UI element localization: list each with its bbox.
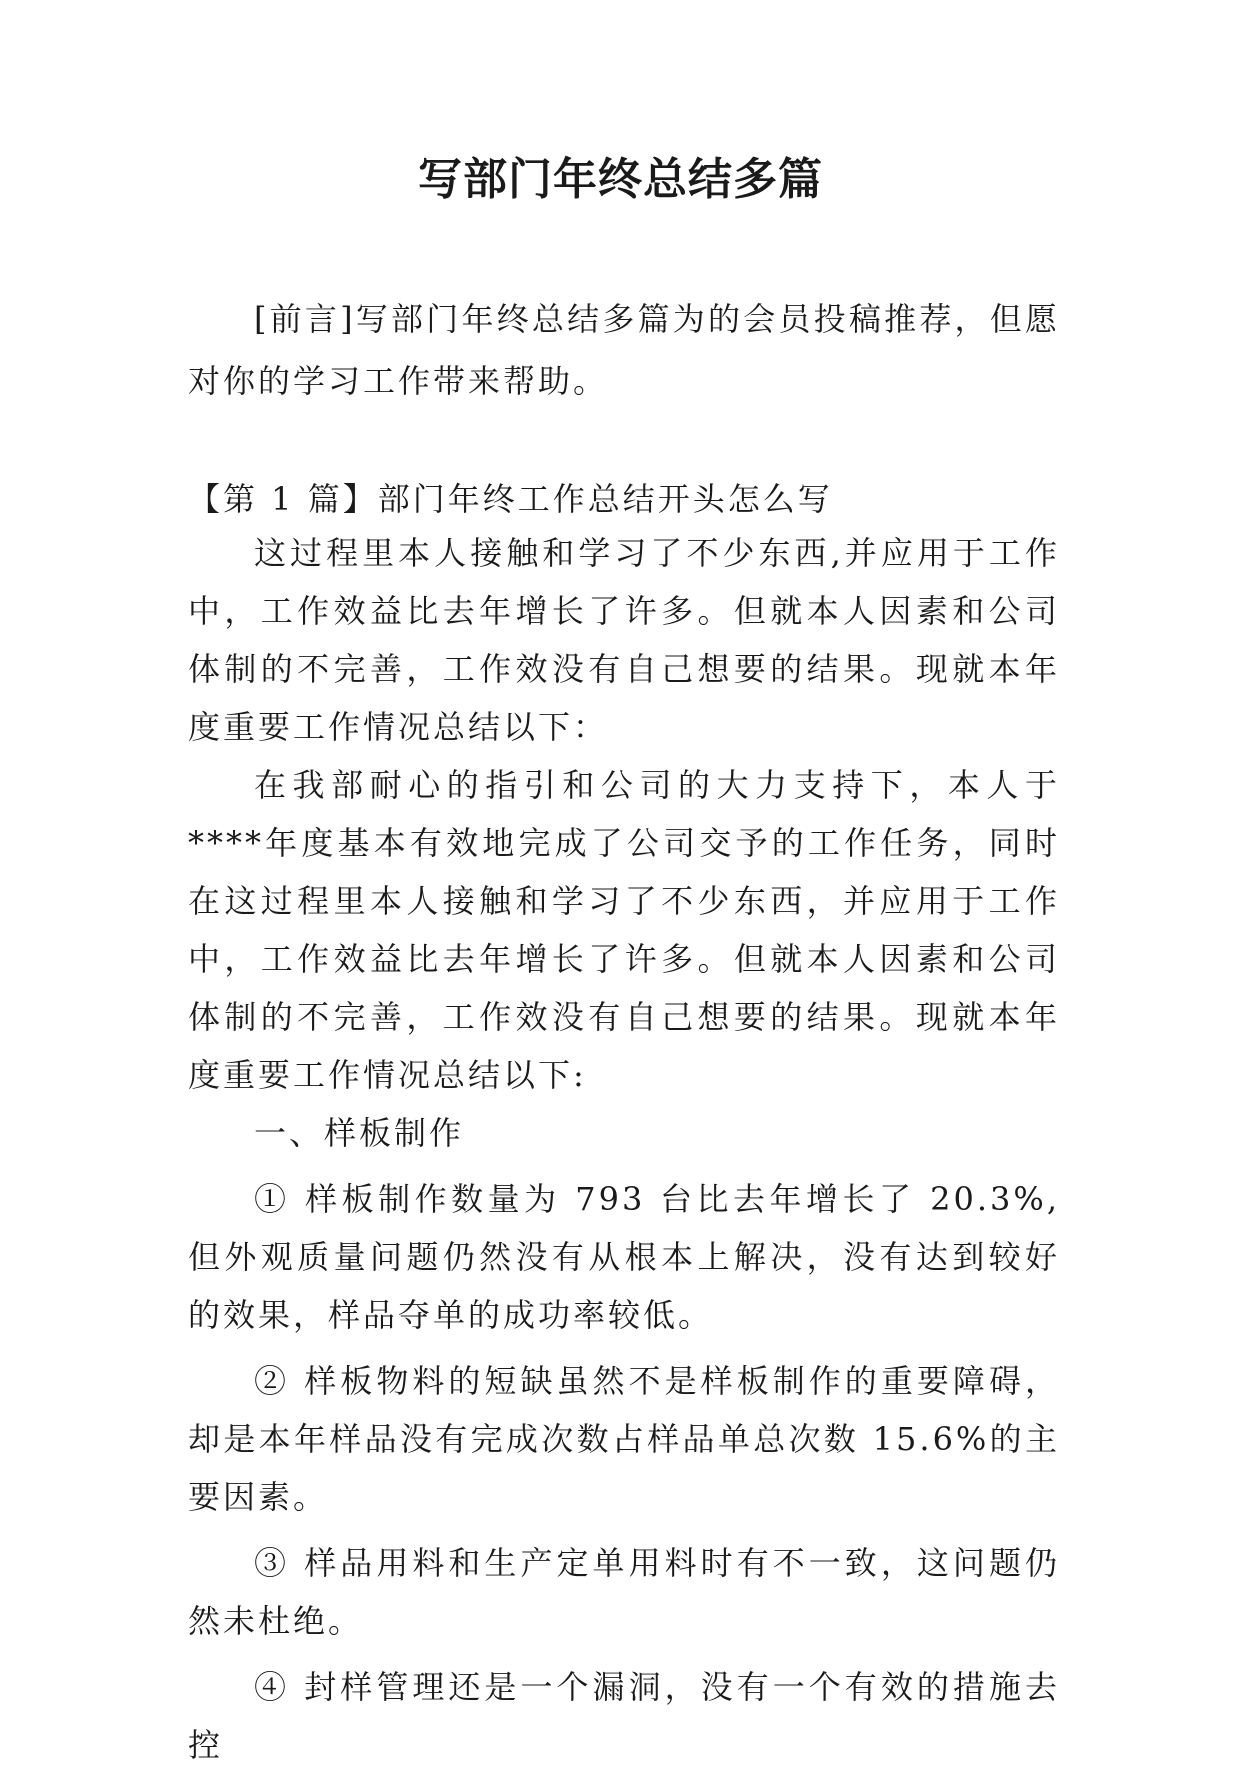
body-paragraph: 在我部耐心的指引和公司的大力支持下，本人于****年度基本有效地完成了公司交予的工作任务，同时在这过程里本人接触和学习了不少东西，并应用于工作中，工作效益比去年增长了许多。但就本人因素和公司体制的不完善，工作效没有自己想要的结果。现就本年度重要工作情况总结以下: (188, 766, 1060, 1094)
document-title: 写部门年终总结多篇 (418, 154, 823, 205)
body-paragraph: 这过程里本人接触和学习了不少东西,并应用于工作中，工作效益比去年增长了许多。但就本人因素和公司体制的不完善，工作效没有自己想要的结果。现就本年度重要工作情况总结以下： (188, 534, 1060, 746)
section-heading: 【第 1 篇】部门年终工作总结开头怎么写 (188, 480, 833, 518)
list-item: ④ 封样管理还是一个漏洞，没有一个有效的措施去控 (188, 1668, 1060, 1764)
list-item: ① 样板制作数量为 793 台比去年增长了 20.3%,但外观质量问题仍然没有从根本上解决，没有达到较好的效果，样品夺单的成功率较低。 (188, 1180, 1060, 1334)
preface-paragraph: [前言]写部门年终总结多篇为的会员投稿推荐，但愿对你的学习工作带来帮助。 (188, 300, 1060, 400)
list-item: ③ 样品用料和生产定单用料时有不一致，这问题仍然未杜绝。 (188, 1544, 1060, 1640)
section-body (188, 524, 1060, 1774)
list-item: ② 样板物料的短缺虽然不是样板制作的重要障碍，却是本年样品没有完成次数占样品单总次数 15.6%的主要因素。 (188, 1362, 1060, 1516)
subheading: 一、样板制作 (254, 1114, 465, 1152)
